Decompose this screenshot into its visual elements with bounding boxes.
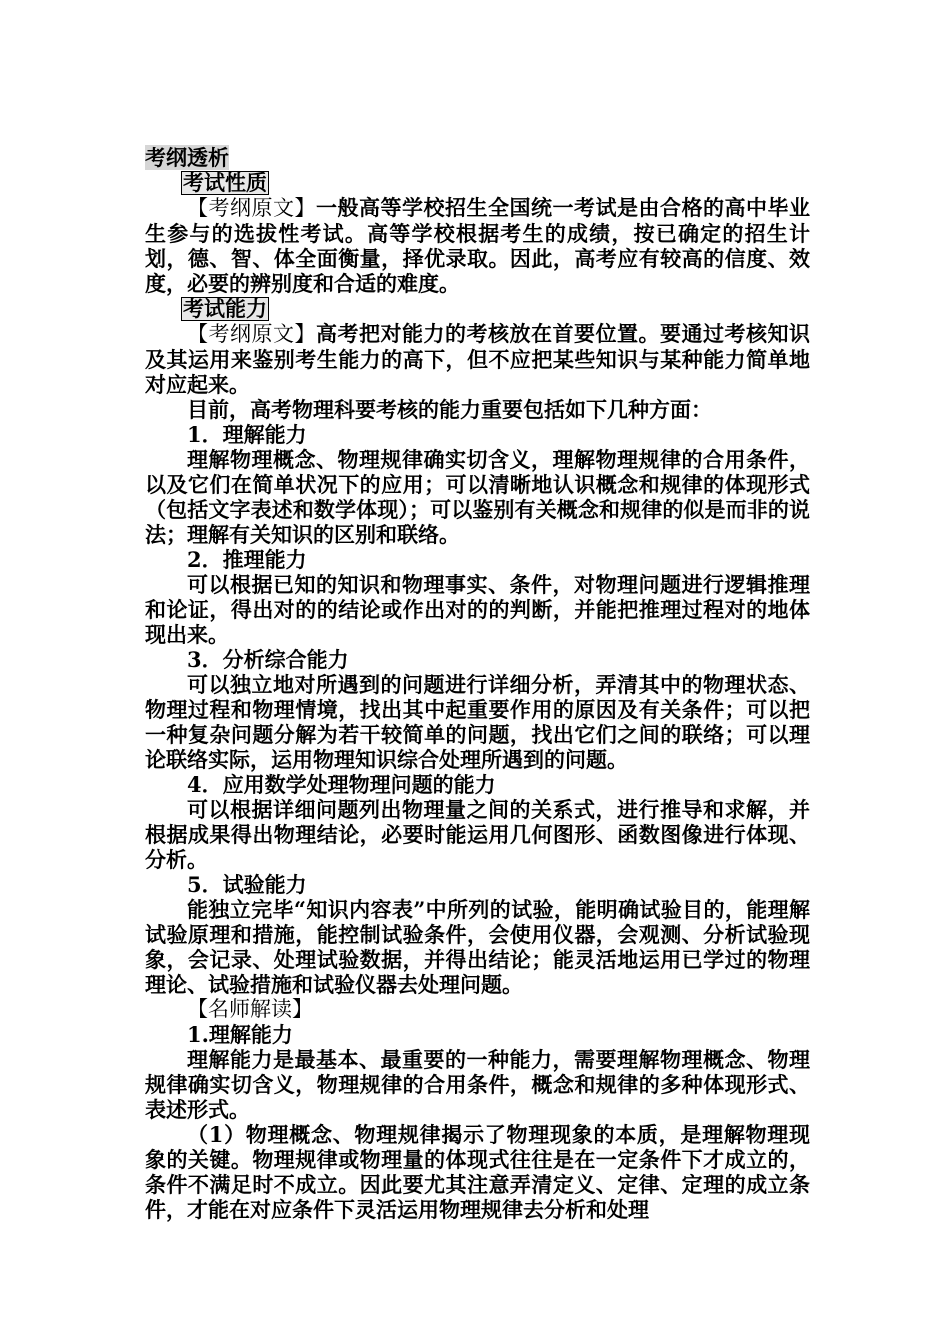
ability-heading: 2．推理能力	[187, 547, 307, 572]
ability-text: 可以根据详细问题列出物理量之间的关系式，进行推导和求解，并根据成果得出物理结论，必要时能运用几何图形、函数图像进行体现、分析。	[145, 797, 810, 872]
ability-intro: 目前，高考物理科要考核的能力重要包括如下几种方面：	[187, 397, 712, 422]
ability-heading: 4．应用数学处理物理问题的能力	[187, 772, 496, 797]
ability-text: 可以根据已知的知识和物理事实、条件，对物理问题进行逻辑推理和论证，得出对的的结论或作出对的的判断，并能把推理过程对的地体现出来。	[145, 572, 810, 647]
ability-text: 可以独立地对所遇到的问题进行详细分析，弄清其中的物理状态、物理过程和物理情境，找出其中起重要作用的原因及有关条件；可以把一种复杂问题分解为若干较简单的问题，找出它们之间的联络；可以理论联络实际，运用物理知识综合处理所遇到的问题。	[145, 672, 810, 772]
ability-text: 能独立完毕“知识内容表”中所列的试验，能明确试验目的，能理解试验原理和措施，能控制试验条件，会使用仪器，会观测、分析试验现象，会记录、处理试验数据，并得出结论；能灵活地运用已学过的物理理论、试验措施和试验仪器去处理问题。	[145, 897, 810, 997]
ability-text: 理解物理概念、物理规律确实切含义，理解物理规律的合用条件，以及它们在简单状况下的应用；可以清晰地认识概念和规律的体现形式（包括文字表述和数学体现）；可以鉴别有关概念和规律的似是而非的说法；理解有关知识的区别和联络。	[145, 447, 810, 547]
interpret-heading: 1.理解能力	[187, 1022, 293, 1047]
interpret-label: 【名师解读】	[187, 997, 313, 1021]
ability-heading: 5．试验能力	[187, 872, 307, 897]
interpret-text: 理解能力是最基本、最重要的一种能力，需要理解物理概念、物理规律确实切含义，物理规律的合用条件，概念和规律的多种体现形式、表述形式。	[145, 1047, 810, 1122]
doc-title: 考纲透析	[145, 145, 229, 170]
section-nature-paragraph: 【考纲原文】一般高等学校招生全国统一考试是由合格的高中毕业生参与的选拔性考试。高等学校根据考生的成绩，按已确定的招生计划，德、智、体全面衡量，择优录取。因此，高考应有较高的信度、效度，必要的辨别度和合适的难度。	[145, 195, 810, 296]
document-page	[145, 145, 810, 1222]
ability-heading: 1．理解能力	[187, 422, 307, 447]
section-label-nature: 考试性质	[183, 170, 267, 195]
interpret-point-1: （1）物理概念、物理规律揭示了物理现象的本质，是理解物理现象的关键。物理规律或物理量的体现式往往是在一定条件下才成立的，条件不满足时不成立。因此要尤其注意弄清定义、定律、定理的成立条件，才能在对应条件下灵活运用物理规律去分析和处理	[145, 1122, 810, 1222]
ability-heading: 3．分析综合能力	[187, 647, 349, 672]
section-label-ability: 考试能力	[183, 296, 267, 321]
section-ability-paragraph: 【考纲原文】高考把对能力的考核放在首要位置。要通过考核知识及其运用来鉴别考生能力的高下，但不应把某些知识与某种能力简单地对应起来。	[145, 321, 810, 397]
